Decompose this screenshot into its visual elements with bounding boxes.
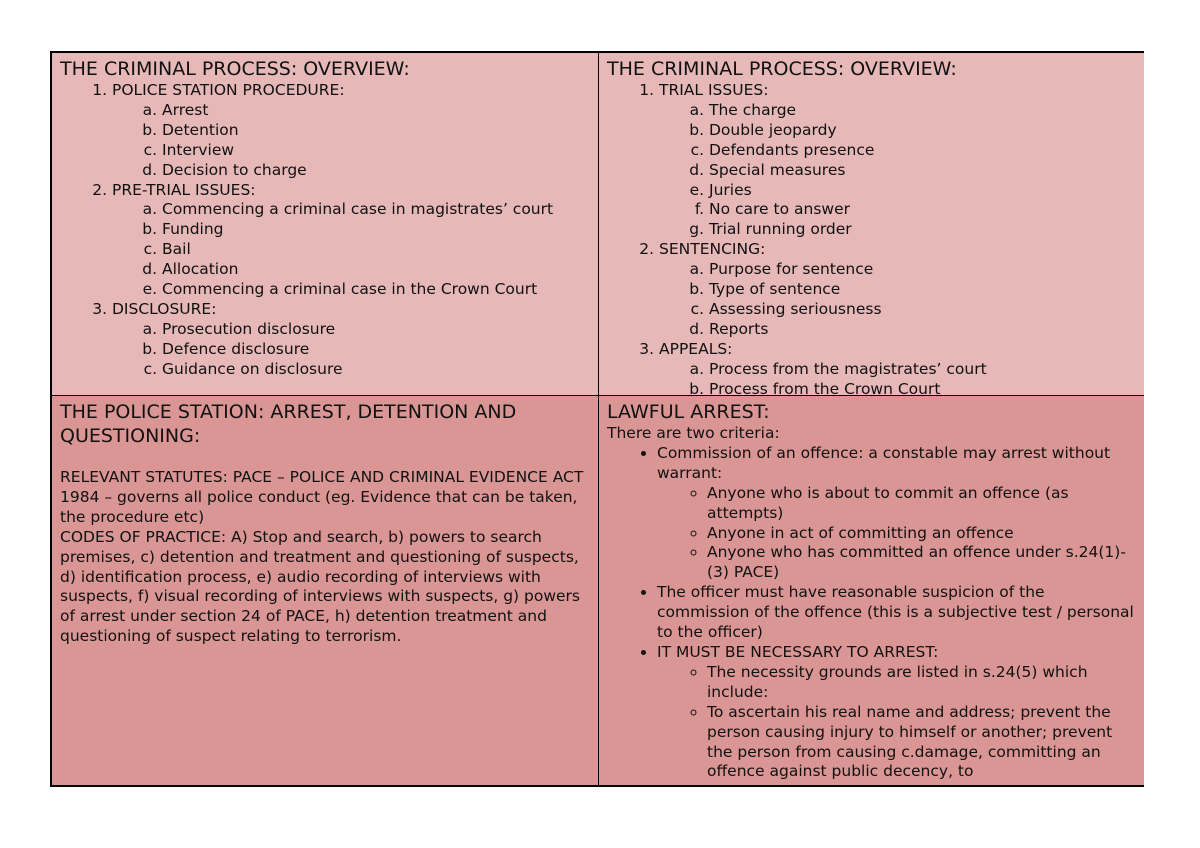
list-item: c. Assessing seriousness — [709, 300, 1136, 320]
list-item: b. Funding — [162, 220, 590, 240]
sub-list — [659, 360, 1136, 396]
section-heading: DISCLOSURE: — [112, 299, 217, 318]
list-item: c. Defendants presence — [709, 141, 1136, 161]
list-item: d. Allocation — [162, 260, 590, 280]
list-item: a. Commencing a criminal case in magistrates’ court — [162, 200, 590, 220]
notes-table — [50, 51, 1144, 787]
list-item: b. Double jeopardy — [709, 121, 1136, 141]
overview-left-cell — [52, 53, 599, 396]
list-item: c. Bail — [162, 240, 590, 260]
list-item: e. Commencing a criminal case in the Crown Court — [162, 280, 590, 300]
spacer — [60, 448, 590, 468]
list-item: b. Detention — [162, 121, 590, 141]
list-item: ◦ Anyone who is about to commit an offence (as attempts) — [707, 484, 1136, 524]
statutes-text: RELEVANT STATUTES: PACE – POLICE AND CRIMINAL EVIDENCE ACT 1984 – governs all police conduct (eg. Evidence that can be taken, the procedure etc) — [60, 468, 584, 526]
sub-list — [659, 260, 1136, 340]
cell-title: LAWFUL ARREST: — [607, 401, 770, 423]
list-item — [657, 444, 1136, 583]
sub-list — [659, 101, 1136, 240]
sub-list — [657, 484, 1136, 584]
overview-right-list — [607, 81, 1136, 396]
list-item: b. Defence disclosure — [162, 340, 590, 360]
sub-list — [112, 200, 590, 300]
list-item: a. The charge — [709, 101, 1136, 121]
list-item: ◦ Anyone in act of committing an offence — [707, 524, 1136, 544]
bullet-text: Commission of an offence: a constable may arrest without warrant: — [657, 443, 1111, 482]
list-item: g. Trial running order — [709, 220, 1136, 240]
list-item — [657, 643, 1136, 782]
section-heading: POLICE STATION PROCEDURE: — [112, 81, 345, 99]
list-item: d. Reports — [709, 320, 1136, 340]
list-item: f. No care to answer — [709, 200, 1136, 220]
cell-title: THE POLICE STATION: ARREST, DETENTION AND QUESTIONING: — [60, 401, 517, 447]
list-item: c. Guidance on disclosure — [162, 360, 590, 380]
list-item: ◦ To ascertain his real name and address; prevent the person causing injury to himself or another; prevent the person from causing c.damage, committing an offence against public decency, to — [707, 703, 1136, 783]
criteria-list — [607, 444, 1136, 782]
list-item: d. Decision to charge — [162, 161, 590, 181]
lawful-arrest-cell — [599, 396, 1144, 785]
cell-title: THE CRIMINAL PROCESS: OVERVIEW: — [60, 58, 410, 80]
bullet-text: The officer must have reasonable suspicion of the commission of the offence (this is a subjective test / personal to the officer) — [657, 583, 1134, 642]
list-item: c. Interview — [162, 141, 590, 161]
sub-list — [112, 101, 590, 181]
overview-right-cell — [599, 53, 1144, 396]
sub-list — [112, 320, 590, 380]
intro-text: There are two criteria: — [607, 424, 780, 442]
list-item: a. Arrest — [162, 101, 590, 121]
list-item — [112, 81, 590, 181]
list-item: a. Process from the magistrates’ court — [709, 360, 1136, 380]
section-heading: SENTENCING: — [659, 240, 766, 259]
list-item: a. Prosecution disclosure — [162, 320, 590, 340]
section-heading: APPEALS: — [659, 339, 733, 358]
list-item — [659, 81, 1136, 240]
list-item — [112, 300, 590, 380]
list-item: a. Purpose for sentence — [709, 260, 1136, 280]
list-item: b. Type of sentence — [709, 280, 1136, 300]
list-item: d. Special measures — [709, 161, 1136, 181]
list-item — [112, 181, 590, 300]
list-item: b. Process from the Crown Court — [709, 380, 1136, 396]
section-heading: PRE-TRIAL ISSUES: — [112, 180, 256, 199]
list-item: e. Juries — [709, 181, 1136, 201]
list-item: ◦ The necessity grounds are listed in s.24(5) which include: — [707, 663, 1136, 703]
codes-of-practice-text: CODES OF PRACTICE: A) Stop and search, b) powers to search premises, c) detention and treatment and questioning of suspects, d) identification process, e) audio recording of interviews with suspects, f) visual recording of interviews with suspects, g) powers of arrest under section 24 of PACE, h) detention treatment and questioning of suspect relating to terrorism. — [60, 527, 580, 646]
police-station-cell — [52, 396, 599, 785]
list-item — [659, 240, 1136, 340]
bullet-text: IT MUST BE NECESSARY TO ARREST: — [657, 642, 939, 661]
cell-title: THE CRIMINAL PROCESS: OVERVIEW: — [607, 58, 957, 80]
sub-list — [657, 663, 1136, 782]
list-item — [657, 583, 1136, 643]
list-item — [659, 340, 1136, 396]
overview-left-list — [60, 81, 590, 380]
list-item: ◦ Anyone who has committed an offence under s.24(1)-(3) PACE) — [707, 543, 1136, 583]
section-heading: TRIAL ISSUES: — [659, 81, 769, 99]
